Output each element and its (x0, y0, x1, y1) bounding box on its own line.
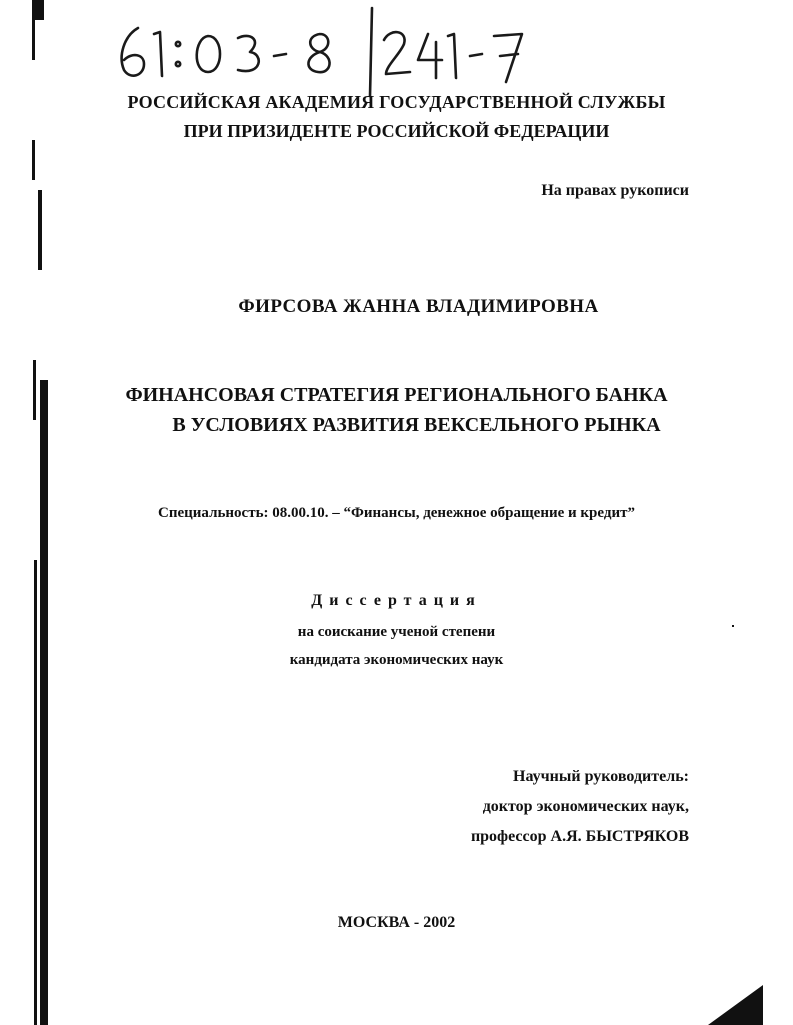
dissertation-degree-line-2: кандидата экономических наук (289, 652, 504, 668)
specialty: Специальность: 08.00.10. – “Финансы, денежное обращение и кредит” (158, 505, 635, 521)
scan-corner-mark (708, 985, 763, 1025)
author-name: ФИРСОВА ЖАННА ВЛАДИМИРОВНА (238, 296, 599, 317)
city-year: МОСКВА - 2002 (337, 914, 456, 931)
advisor-name: профессор А.Я. БЫСТРЯКОВ (470, 828, 689, 845)
handwritten-archive-code (110, 6, 580, 98)
scan-edge-mark (32, 0, 44, 20)
title-line-2: В УСЛОВИЯХ РАЗВИТИЯ ВЕКСЕЛЬНОГО РЫНКА (172, 414, 661, 436)
organization-line-2: ПРИ ПРИЗИДЕНТЕ РОССИЙСКОЙ ФЕДЕРАЦИИ (183, 121, 610, 141)
scan-edge-mark (38, 190, 42, 270)
organization-line-1: РОССИЙСКАЯ АКАДЕМИЯ ГОСУДАРСТВЕННОЙ СЛУЖБЫ (127, 92, 666, 112)
scan-edge-mark (32, 20, 35, 60)
title-line-1: ФИНАНСОВАЯ СТРАТЕГИЯ РЕГИОНАЛЬНОГО БАНКА (125, 384, 668, 406)
dissertation-label: Диссертация (311, 592, 482, 609)
dissertation-degree-line-1: на соискание ученой степени (297, 624, 496, 640)
advisor-label: Научный руководитель: (513, 768, 689, 785)
scan-edge-mark (32, 140, 35, 180)
advisor-degree: доктор экономических наук, (482, 798, 689, 815)
manuscript-note: На правах рукописи (541, 182, 689, 199)
handwritten-code-drawing (110, 6, 580, 98)
